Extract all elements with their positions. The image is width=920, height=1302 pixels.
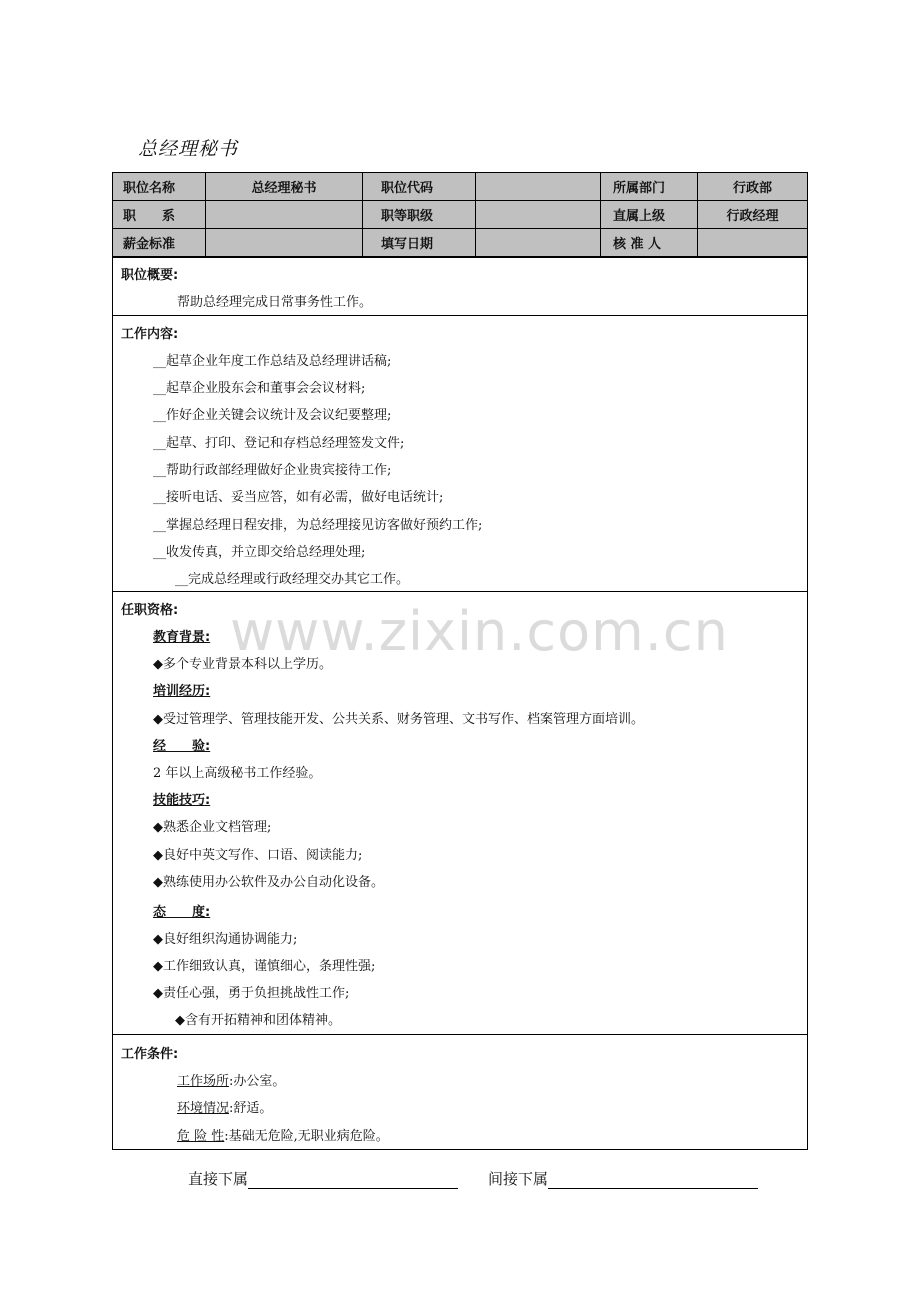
- page-title: 总经理秘书: [138, 138, 239, 160]
- list-item: ◆责任心强，勇于负担挑战性工作;: [153, 986, 350, 1001]
- value-cell: 行政部: [698, 173, 808, 201]
- training-text: ◆受过管理学、管理技能开发、公共关系、财务管理、文书写作、档案管理方面培训。: [153, 712, 644, 727]
- overview-text: 帮助总经理完成日常事务性工作。: [177, 295, 373, 310]
- value-cell: [206, 229, 363, 257]
- attitude-label: 态 度:: [153, 905, 211, 920]
- list-item: ◆含有开拓精神和团体精神。: [175, 1013, 341, 1028]
- label-cell: 薪金标准: [113, 229, 206, 257]
- direct-subordinate-line[interactable]: [248, 1172, 458, 1189]
- training-label: 培训经历:: [153, 684, 211, 699]
- list-item: __接听电话、妥当应答，如有必需，做好电话统计;: [153, 490, 444, 505]
- value-cell: 总经理秘书: [206, 173, 363, 201]
- list-item: __收发传真，并立即交给总经理处理;: [153, 545, 366, 560]
- education-text: ◆多个专业背景本科以上学历。: [153, 657, 332, 672]
- section-title: 职位概要:: [121, 268, 179, 283]
- table-row: [113, 173, 807, 201]
- overview-section: [113, 257, 807, 315]
- condition-value: :办公室。: [229, 1074, 286, 1089]
- label-cell: 核 准 人: [601, 229, 698, 257]
- value-cell: [698, 229, 808, 257]
- label-cell: 职 系: [113, 201, 206, 229]
- header-table: [113, 173, 807, 257]
- list-item: ◆熟练使用办公软件及办公自动化设备。: [153, 875, 384, 890]
- label-cell: 直属上级: [601, 201, 698, 229]
- section-title: 任职资格:: [121, 603, 179, 618]
- value-cell: [476, 201, 601, 229]
- value-cell: 行政经理: [698, 201, 808, 229]
- skills-label: 技能技巧:: [153, 793, 211, 808]
- condition-item: [177, 1097, 272, 1116]
- condition-value: :舒适。: [229, 1101, 273, 1116]
- experience-label: 经 验:: [153, 739, 211, 754]
- condition-item: [177, 1070, 285, 1089]
- direct-subordinate-label: 直接下属: [188, 1170, 249, 1188]
- watermark: www.zixin.com.cn: [230, 600, 729, 663]
- table-row: [113, 201, 807, 229]
- value-cell: [206, 201, 363, 229]
- section-title: 工作条件:: [121, 1047, 179, 1062]
- indirect-subordinate-label: 间接下属: [488, 1170, 549, 1188]
- content-section: [113, 315, 807, 591]
- label-cell: 所属部门: [601, 173, 698, 201]
- experience-text: 2 年以上高级秘书工作经验。: [153, 766, 322, 781]
- conditions-section: [113, 1034, 807, 1149]
- list-item: __作好企业关键会议统计及会议纪要整理;: [153, 408, 392, 423]
- condition-label: 危 险 性: [177, 1129, 225, 1144]
- list-item: ◆良好中英文写作、口语、阅读能力;: [153, 848, 363, 863]
- condition-value: :基础无危险,无职业病危险。: [224, 1129, 389, 1144]
- list-item: __起草企业年度工作总结及总经理讲话稿;: [153, 354, 392, 369]
- list-item: __帮助行政部经理做好企业贵宾接待工作;: [153, 463, 392, 478]
- indirect-subordinate-line[interactable]: [548, 1172, 758, 1189]
- value-cell: [476, 229, 601, 257]
- list-item: ◆工作细致认真，谨慎细心，条理性强;: [153, 959, 376, 974]
- label-cell: 职位代码: [363, 173, 476, 201]
- indirect-subordinate-field: [488, 1168, 758, 1189]
- condition-item: [177, 1125, 389, 1144]
- education-label: 教育背景:: [153, 630, 211, 645]
- label-cell: 职位名称: [113, 173, 206, 201]
- value-cell: [476, 173, 601, 201]
- condition-label: 工作场所: [177, 1074, 230, 1089]
- condition-label: 环境情况: [177, 1101, 230, 1116]
- list-item: __掌握总经理日程安排，为总经理接见访客做好预约工作;: [153, 518, 483, 533]
- direct-subordinate-field: [188, 1168, 458, 1189]
- list-item: __起草企业股东会和董事会会议材料;: [153, 381, 366, 396]
- label-cell: 填写日期: [363, 229, 476, 257]
- label-cell: 职等职级: [363, 201, 476, 229]
- list-item: __完成总经理或行政经理交办其它工作。: [175, 572, 410, 587]
- list-item: ◆良好组织沟通协调能力;: [153, 932, 298, 947]
- list-item: ◆熟悉企业文档管理;: [153, 820, 272, 835]
- section-title: 工作内容:: [121, 327, 179, 342]
- list-item: __起草、打印、登记和存档总经理签发文件;: [153, 436, 405, 451]
- table-row: [113, 229, 807, 257]
